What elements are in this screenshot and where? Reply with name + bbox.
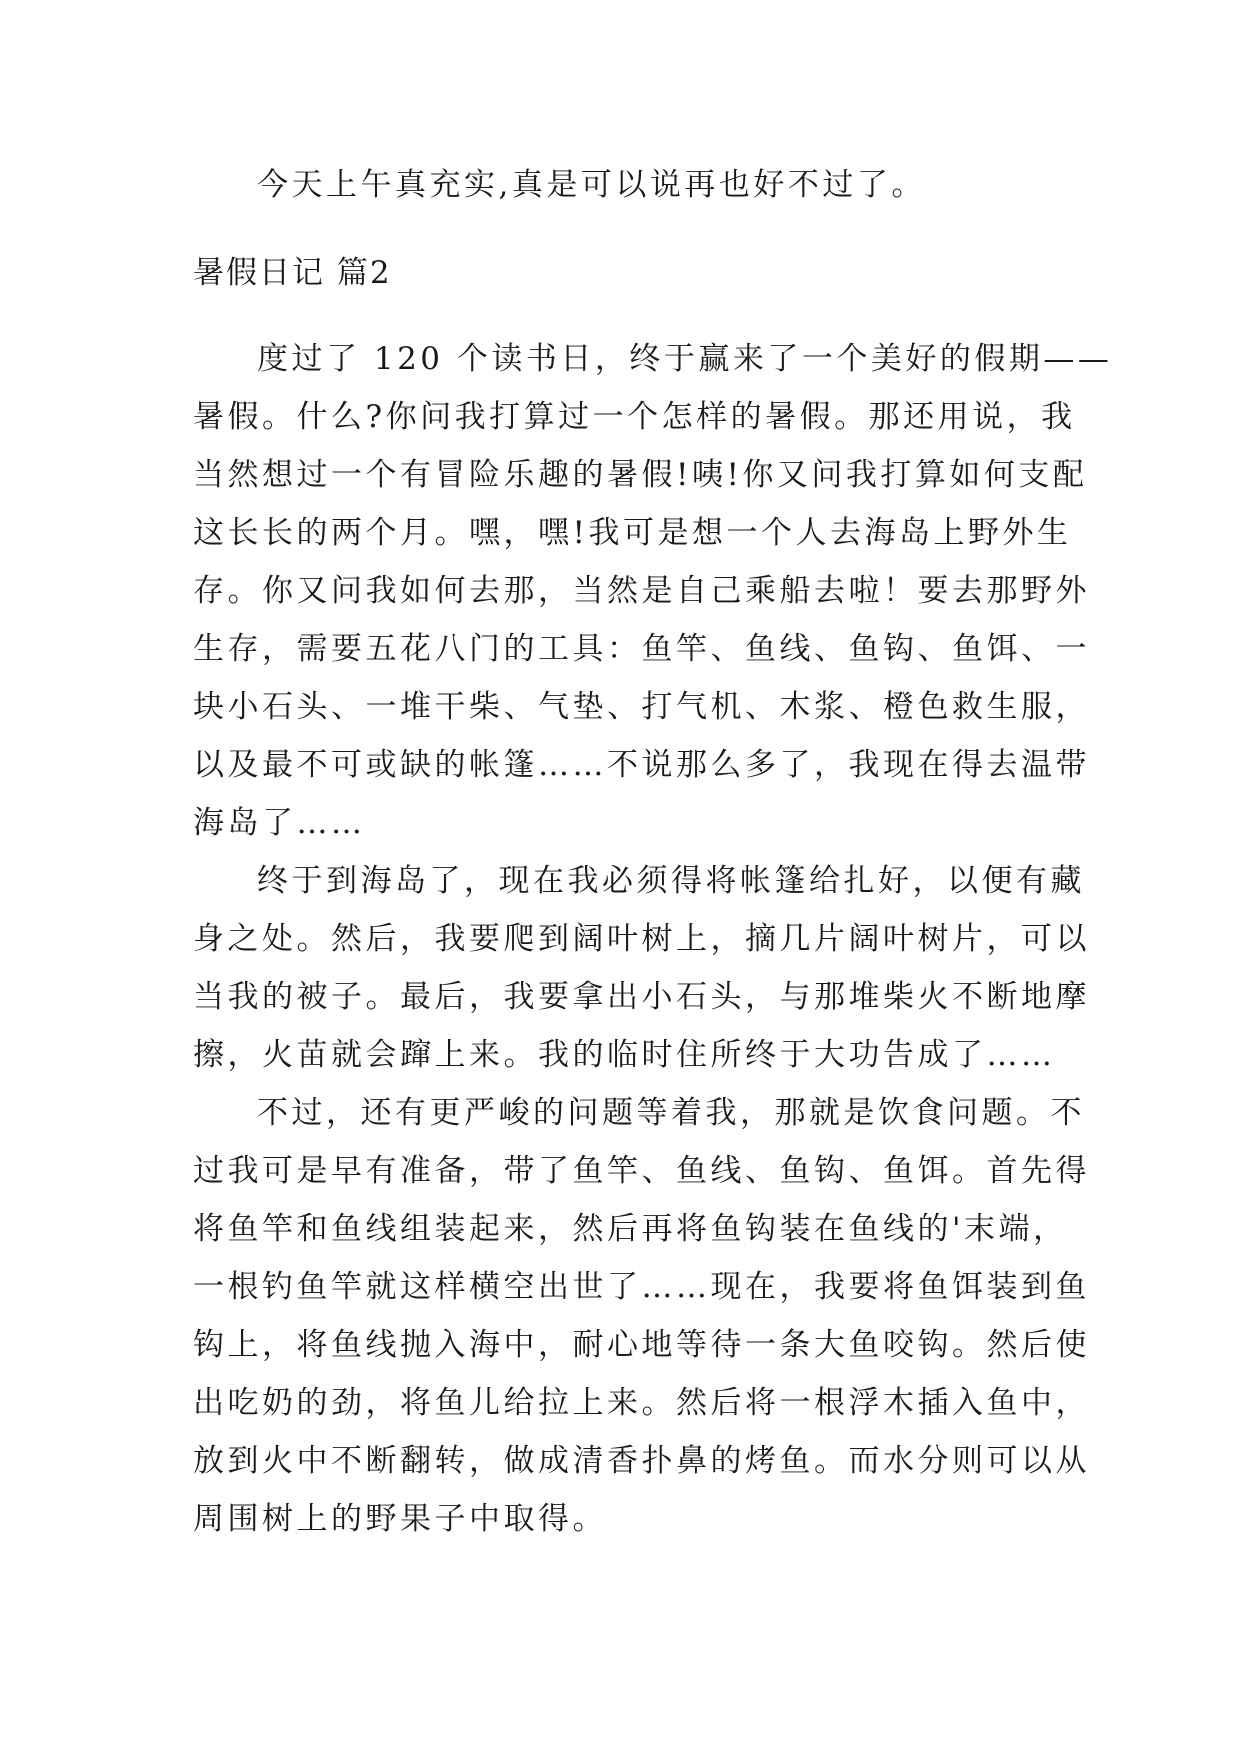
paragraph-line: 周围树上的野果子中取得。 bbox=[193, 1501, 607, 1537]
paragraph-3 bbox=[193, 1084, 1090, 1548]
paragraph-line: 块小石头、一堆干柴、气垫、打气机、木浆、橙色救生服， bbox=[193, 689, 1090, 725]
paragraph-line: 这长长的两个月。嘿，嘿!我可是想一个人去海岛上野外生 bbox=[193, 515, 1072, 551]
paragraph-1 bbox=[193, 330, 1113, 852]
paragraph-line: 放到火中不断翻转，做成清香扑鼻的烤鱼。而水分则可以从 bbox=[193, 1443, 1090, 1479]
paragraph-2 bbox=[193, 852, 1090, 1084]
intro-paragraph bbox=[193, 156, 1063, 214]
paragraph-line: 度过了 120 个读书日，终于赢来了一个美好的假期—— bbox=[257, 341, 1113, 377]
paragraph-line: 海岛了…… bbox=[193, 805, 366, 841]
paragraph-line: 身之处。然后，我要爬到阔叶树上，摘几片阔叶树片，可以 bbox=[193, 921, 1090, 957]
paragraph-line: 擦，火苗就会蹿上来。我的临时住所终于大功告成了…… bbox=[193, 1037, 1056, 1073]
paragraph-line: 出吃奶的劲，将鱼儿给拉上来。然后将一根浮木插入鱼中， bbox=[193, 1385, 1090, 1421]
paragraph-line: 以及最不可或缺的帐篷……不说那么多了，我现在得去温带 bbox=[193, 747, 1090, 783]
paragraph-line: 钩上，将鱼线抛入海中，耐心地等待一条大鱼咬钩。然后使 bbox=[193, 1327, 1090, 1363]
section-heading bbox=[193, 244, 1063, 302]
paragraph-line: 过我可是早有准备，带了鱼竿、鱼线、鱼钩、鱼饵。首先得 bbox=[193, 1153, 1090, 1189]
paragraph-line: 将鱼竿和鱼线组装起来，然后再将鱼钩装在鱼线的'末端， bbox=[193, 1211, 1068, 1247]
intro-line: 今天上午真充实,真是可以说再也好不过了。 bbox=[257, 167, 926, 203]
paragraph-line: 当我的被子。最后，我要拿出小石头，与那堆柴火不断地摩 bbox=[193, 979, 1090, 1015]
paragraph-line: 生存，需要五花八门的工具：鱼竿、鱼线、鱼钩、鱼饵、一 bbox=[193, 631, 1090, 667]
heading-text: 暑假日记 篇2 bbox=[193, 255, 392, 291]
paragraph-line: 终于到海岛了，现在我必须得将帐篷给扎好，以便有藏 bbox=[257, 863, 1085, 899]
paragraph-line: 不过，还有更严峻的问题等着我，那就是饮食问题。不 bbox=[257, 1095, 1085, 1131]
paragraph-line: 当然想过一个有冒险乐趣的暑假!咦!你又问我打算如何支配 bbox=[193, 457, 1088, 493]
paragraph-line: 暑假。什么?你问我打算过一个怎样的暑假。那还用说，我 bbox=[193, 399, 1076, 435]
paragraph-line: 一根钓鱼竿就这样横空出世了……现在，我要将鱼饵装到鱼 bbox=[193, 1269, 1090, 1305]
paragraph-line: 存。你又问我如何去那，当然是自己乘船去啦！要去那野外 bbox=[193, 573, 1090, 609]
